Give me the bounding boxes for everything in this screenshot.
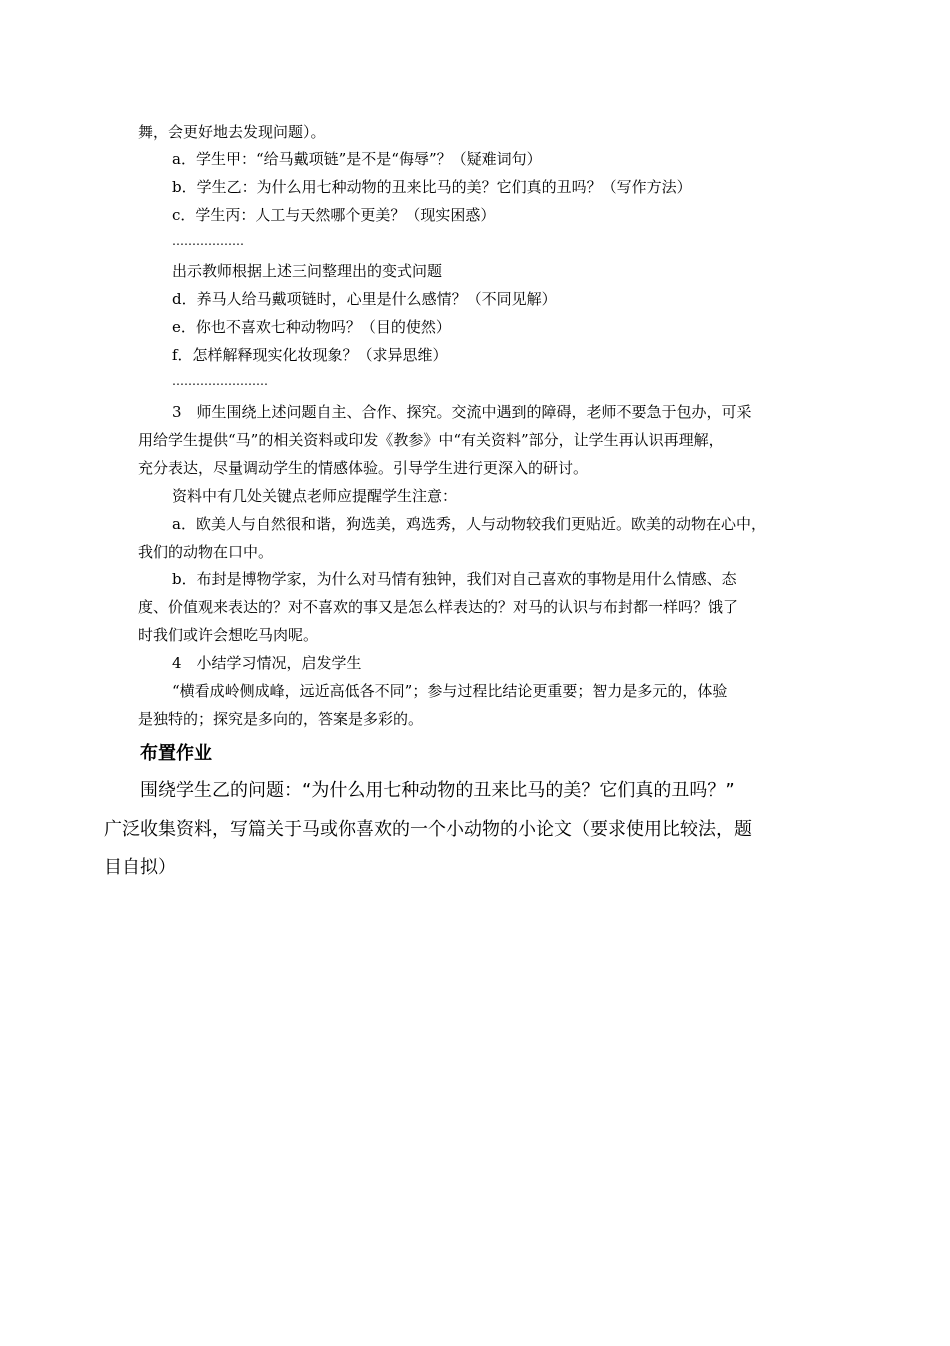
step4-line-1: “横看成岭侧成峰，远近高低各不同”；参与过程比结论更重要；智力是多元的，体验	[172, 682, 728, 700]
continuation-line: 舞，会更好地去发现问题）。	[138, 123, 326, 141]
point-b-line-3: 时我们或许会想吃马肉呢。	[138, 626, 319, 644]
homework-line-2: 广泛收集资料，写篇关于马或你喜欢的一个小动物的小论文（要求使用比较法，题	[104, 819, 752, 840]
teacher-intro: 出示教师根据上述三问整理出的变式问题	[172, 262, 443, 280]
ellipsis-1: ………………	[172, 234, 244, 248]
student-question-a: a．学生甲：“给马戴项链”是不是“侮辱”？（疑难词句）	[172, 150, 542, 168]
point-a-line-2: 我们的动物在口中。	[138, 543, 274, 561]
student-question-b: b．学生乙：为什么用七种动物的丑来比马的美？它们真的丑吗？（写作方法）	[172, 178, 692, 196]
step4-title: 4 小结学习情况，启发学生	[172, 654, 362, 672]
ellipsis-2: ……………………	[172, 374, 268, 388]
step3-line-1: 3 师生围绕上述问题自主、合作、探究。交流中遇到的障碍，老师不要急于包办，可采	[172, 403, 752, 421]
homework-heading: 布置作业	[140, 743, 212, 764]
variant-question-f: f．怎样解释现实化妆现象？（求异思维）	[172, 346, 448, 364]
point-b-line-2: 度、价值观来表达的？对不喜欢的事又是怎么样表达的？对马的认识与布封都一样吗？饿了	[138, 598, 739, 616]
step3-line-2: 用给学生提供“马”的相关资料或印发《教参》中“有关资料”部分，让学生再认识再理解，	[138, 431, 724, 449]
homework-line-3: 目自拟）	[104, 857, 176, 878]
step4-line-2: 是独特的；探究是多向的，答案是多彩的。	[138, 710, 424, 728]
variant-question-e: e．你也不喜欢七种动物吗？（目的使然）	[172, 318, 451, 336]
point-b-line-1: b．布封是博物学家，为什么对马情有独钟，我们对自己喜欢的事物是用什么情感、态	[172, 570, 737, 588]
variant-question-d: d．养马人给马戴项链时，心里是什么感情？（不同见解）	[172, 290, 557, 308]
student-question-c: c．学生丙：人工与天然哪个更美？（现实困惑）	[172, 206, 496, 224]
point-a-line-1: a．欧美人与自然很和谐，狗选美，鸡选秀，人与动物较我们更贴近。欧美的动物在心中，	[172, 515, 766, 533]
homework-line-1: 围绕学生乙的问题：“为什么用七种动物的丑来比马的美？它们真的丑吗？”	[140, 780, 735, 801]
key-points-intro: 资料中有几处关键点老师应提醒学生注意：	[172, 487, 458, 505]
step3-line-3: 充分表达，尽量调动学生的情感体验。引导学生进行更深入的研讨。	[138, 459, 589, 477]
